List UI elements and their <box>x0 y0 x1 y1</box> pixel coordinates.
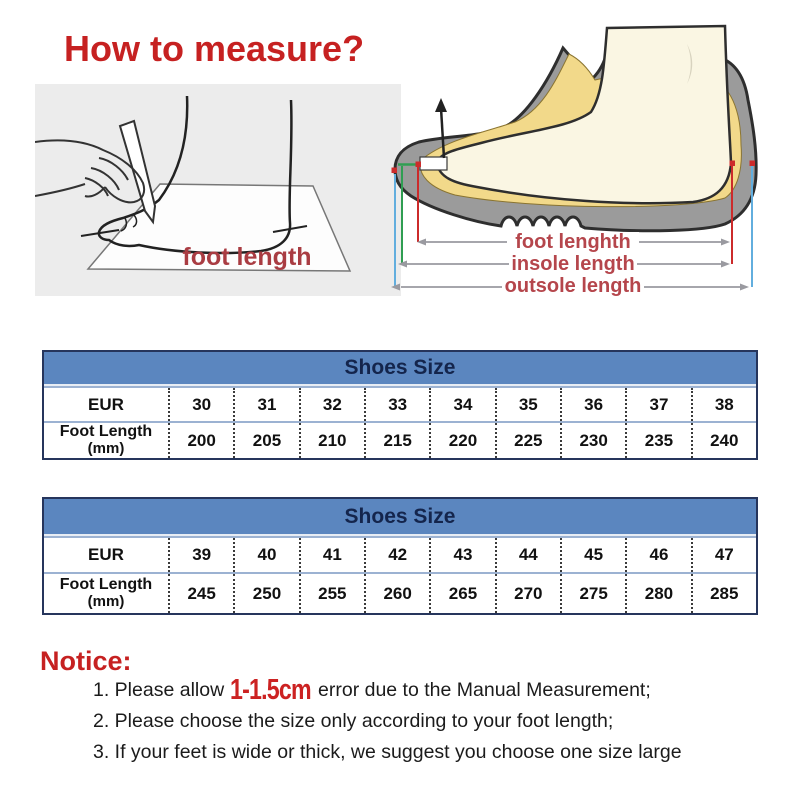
notice-item-1-highlight: 1-1.5cm <box>229 674 311 706</box>
notice-list <box>93 674 773 771</box>
toe-gap-box <box>420 157 447 170</box>
size-cell: 40 <box>233 538 298 572</box>
size-cell: 37 <box>625 388 690 421</box>
size-table-eur-39-47 <box>42 497 758 615</box>
row-label-line1: Foot Length <box>59 576 153 594</box>
size-cell: 235 <box>625 423 690 458</box>
size-cell: 205 <box>233 423 298 458</box>
foot-trace-drawing <box>35 84 401 296</box>
size-cell: 44 <box>495 538 560 572</box>
size-cell: 35 <box>495 388 560 421</box>
size-cell: 31 <box>233 388 298 421</box>
row-cells-foot-length <box>168 423 756 458</box>
table-row-eur <box>44 386 756 421</box>
foot-measure-illustration <box>35 84 401 296</box>
table-header: Shoes Size <box>44 352 756 386</box>
size-cell: 38 <box>691 388 756 421</box>
row-label-line2: (mm) <box>87 440 125 458</box>
shoe-diagram <box>385 0 800 310</box>
size-cell: 265 <box>429 574 494 613</box>
row-label-eur: EUR <box>88 545 124 564</box>
size-cell: 200 <box>168 423 233 458</box>
shoe-cross-section <box>385 0 800 310</box>
size-cell: 285 <box>691 574 756 613</box>
size-cell: 30 <box>168 388 233 421</box>
size-cell: 215 <box>364 423 429 458</box>
size-cell: 220 <box>429 423 494 458</box>
size-cell: 43 <box>429 538 494 572</box>
size-table-eur-30-38 <box>42 350 758 460</box>
row-label-line2: (mm) <box>87 593 125 611</box>
foot-length-label: foot length <box>182 243 312 271</box>
insole-length-label: insole length <box>511 253 635 275</box>
row-label-line1: Foot Length <box>59 423 153 441</box>
size-cell: 255 <box>299 574 364 613</box>
size-cell: 245 <box>168 574 233 613</box>
foot-length-diagram-label: foot lenghth <box>515 231 631 253</box>
row-label-foot-length <box>44 574 168 613</box>
size-cell: 45 <box>560 538 625 572</box>
notice-item-2: 2. Please choose the size only according to your foot length; <box>93 710 614 732</box>
notice-heading: Notice: <box>40 646 132 676</box>
size-cell: 42 <box>364 538 429 572</box>
size-cell: 36 <box>560 388 625 421</box>
size-cell: 41 <box>299 538 364 572</box>
size-cell: 250 <box>233 574 298 613</box>
notice-item-1 <box>93 674 773 706</box>
row-cells-eur <box>168 388 756 421</box>
size-cell: 46 <box>625 538 690 572</box>
size-cell: 270 <box>495 574 560 613</box>
size-cell: 280 <box>625 574 690 613</box>
size-cell: 32 <box>299 388 364 421</box>
size-cell: 275 <box>560 574 625 613</box>
size-cell: 39 <box>168 538 233 572</box>
notice-item-3: 3. If your feet is wide or thick, we suggest you choose one size large <box>93 741 682 763</box>
pencil-icon <box>120 121 155 222</box>
size-cell: 210 <box>299 423 364 458</box>
row-label-foot-length <box>44 423 168 458</box>
size-cell: 47 <box>691 538 756 572</box>
table-row-foot-length <box>44 572 756 613</box>
outsole-length-label: outsole length <box>504 275 642 297</box>
notice-item-1-suffix: error due to the Manual Measurement; <box>312 679 651 701</box>
size-cell: 225 <box>495 423 560 458</box>
notice-item-1-prefix: 1. Please allow <box>93 679 230 701</box>
size-cell: 34 <box>429 388 494 421</box>
page-title: How to measure? <box>64 28 365 69</box>
row-label-eur: EUR <box>88 394 124 414</box>
size-cell: 240 <box>691 423 756 458</box>
table-row-eur <box>44 536 756 572</box>
size-cell: 33 <box>364 388 429 421</box>
row-cells-eur <box>168 538 756 572</box>
table-header: Shoes Size <box>44 499 756 536</box>
size-cell: 260 <box>364 574 429 613</box>
size-cell: 230 <box>560 423 625 458</box>
table-row-foot-length <box>44 421 756 458</box>
row-cells-foot-length <box>168 574 756 613</box>
